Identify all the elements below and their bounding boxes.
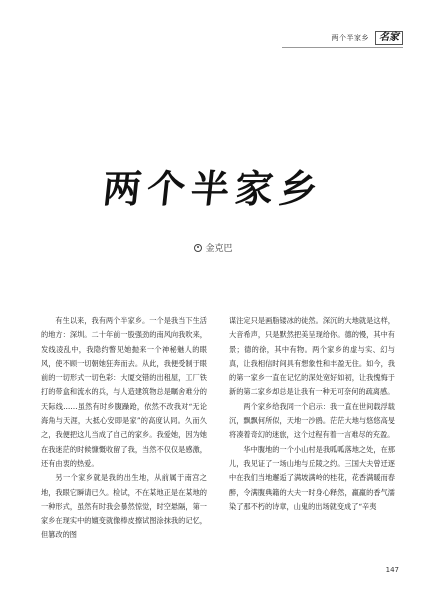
- paragraph: 另一个家乡就是我的出生地，从前属于南宫之地，我眼它瞬请已久。检试，不在某地正是在某地的一种形式，虽然有时我会暴然惊觉，时空悬隔，第一家乡在现实中的嬗变就像棒皮擦试图涂抹我的记忆，但篡改的图: [41, 473, 207, 540]
- page-number: 147: [385, 566, 399, 574]
- paragraph: 华中腹地的一个小山村是我呱呱落地之处，在那儿，我见证了一场山地与丘陵之约。三国大夫曾迁逐中在我们当地邂逅了满坡满岭的桂花，花香满暖而春醉，令满腹典籍的大夫一时身心释然，羸羸的香气濡染了那不朽的诗章，山鬼的出场就变成了“辛夷: [229, 444, 395, 511]
- paragraph: 有生以来，我有两个半家乡。一个是我当下生活的地方：深圳。二十年前一股强劲的南风向我吹来，发线凌乱中，我隐约瞥见她抛来一个神秘魅人的眼风，使不顾一切朝她狂奔而去。从此，我便受制于眼前的一切形式一切色彩：大厦交错的出租屋，工厂铁打的带盒和流水的兵，与人造建筑物总是瞩舍难分的天际线……虽然有时乡腹躁跄，依然不改我对“无论海角与天涯，大抵心安即是家”的高度认同。久而久之，我便把这儿当成了自己的家乡。我爱她，因为她在我迷茫的时候慷慨收留了我，当然不仅仅是感激，还有由衷的热爱。: [41, 316, 207, 468]
- column-logo: 名家: [375, 31, 403, 45]
- author-line: [0, 241, 427, 254]
- header-divider: [282, 47, 403, 48]
- running-header-title: 两个半家乡: [331, 34, 369, 42]
- body-column-left: [41, 314, 207, 543]
- article-title: 两个半家乡: [100, 166, 326, 211]
- running-header: [332, 31, 404, 45]
- paragraph: 谋注定只是画脂镂冰的徒然。深沉的大地就是这样，大音希声，只是默然把美呈现给你。德的慢，其中有景；德的徐，其中有物。两个家乡的虚与实、幻与真，让我相信时间具有想象性和丰盈无住。如今，我的第一家乡一直在记忆的深处宽好如初，让我愧悔于新的第二家乡却总是让我有一种无可奈何的疏离感。: [229, 316, 395, 397]
- body-column-right: [229, 314, 395, 514]
- paragraph: 两个家乡给我同一个启示：我一直在世间载浮载沉，飘飘何所似，天地一沙鸥。茫茫大地与悠悠高旻将凑着奇幻的迷旅，这个过程有着一言难尽的充盈。: [229, 401, 395, 440]
- author-name: 金克巴: [205, 244, 233, 254]
- author-bullet-icon: [194, 244, 202, 252]
